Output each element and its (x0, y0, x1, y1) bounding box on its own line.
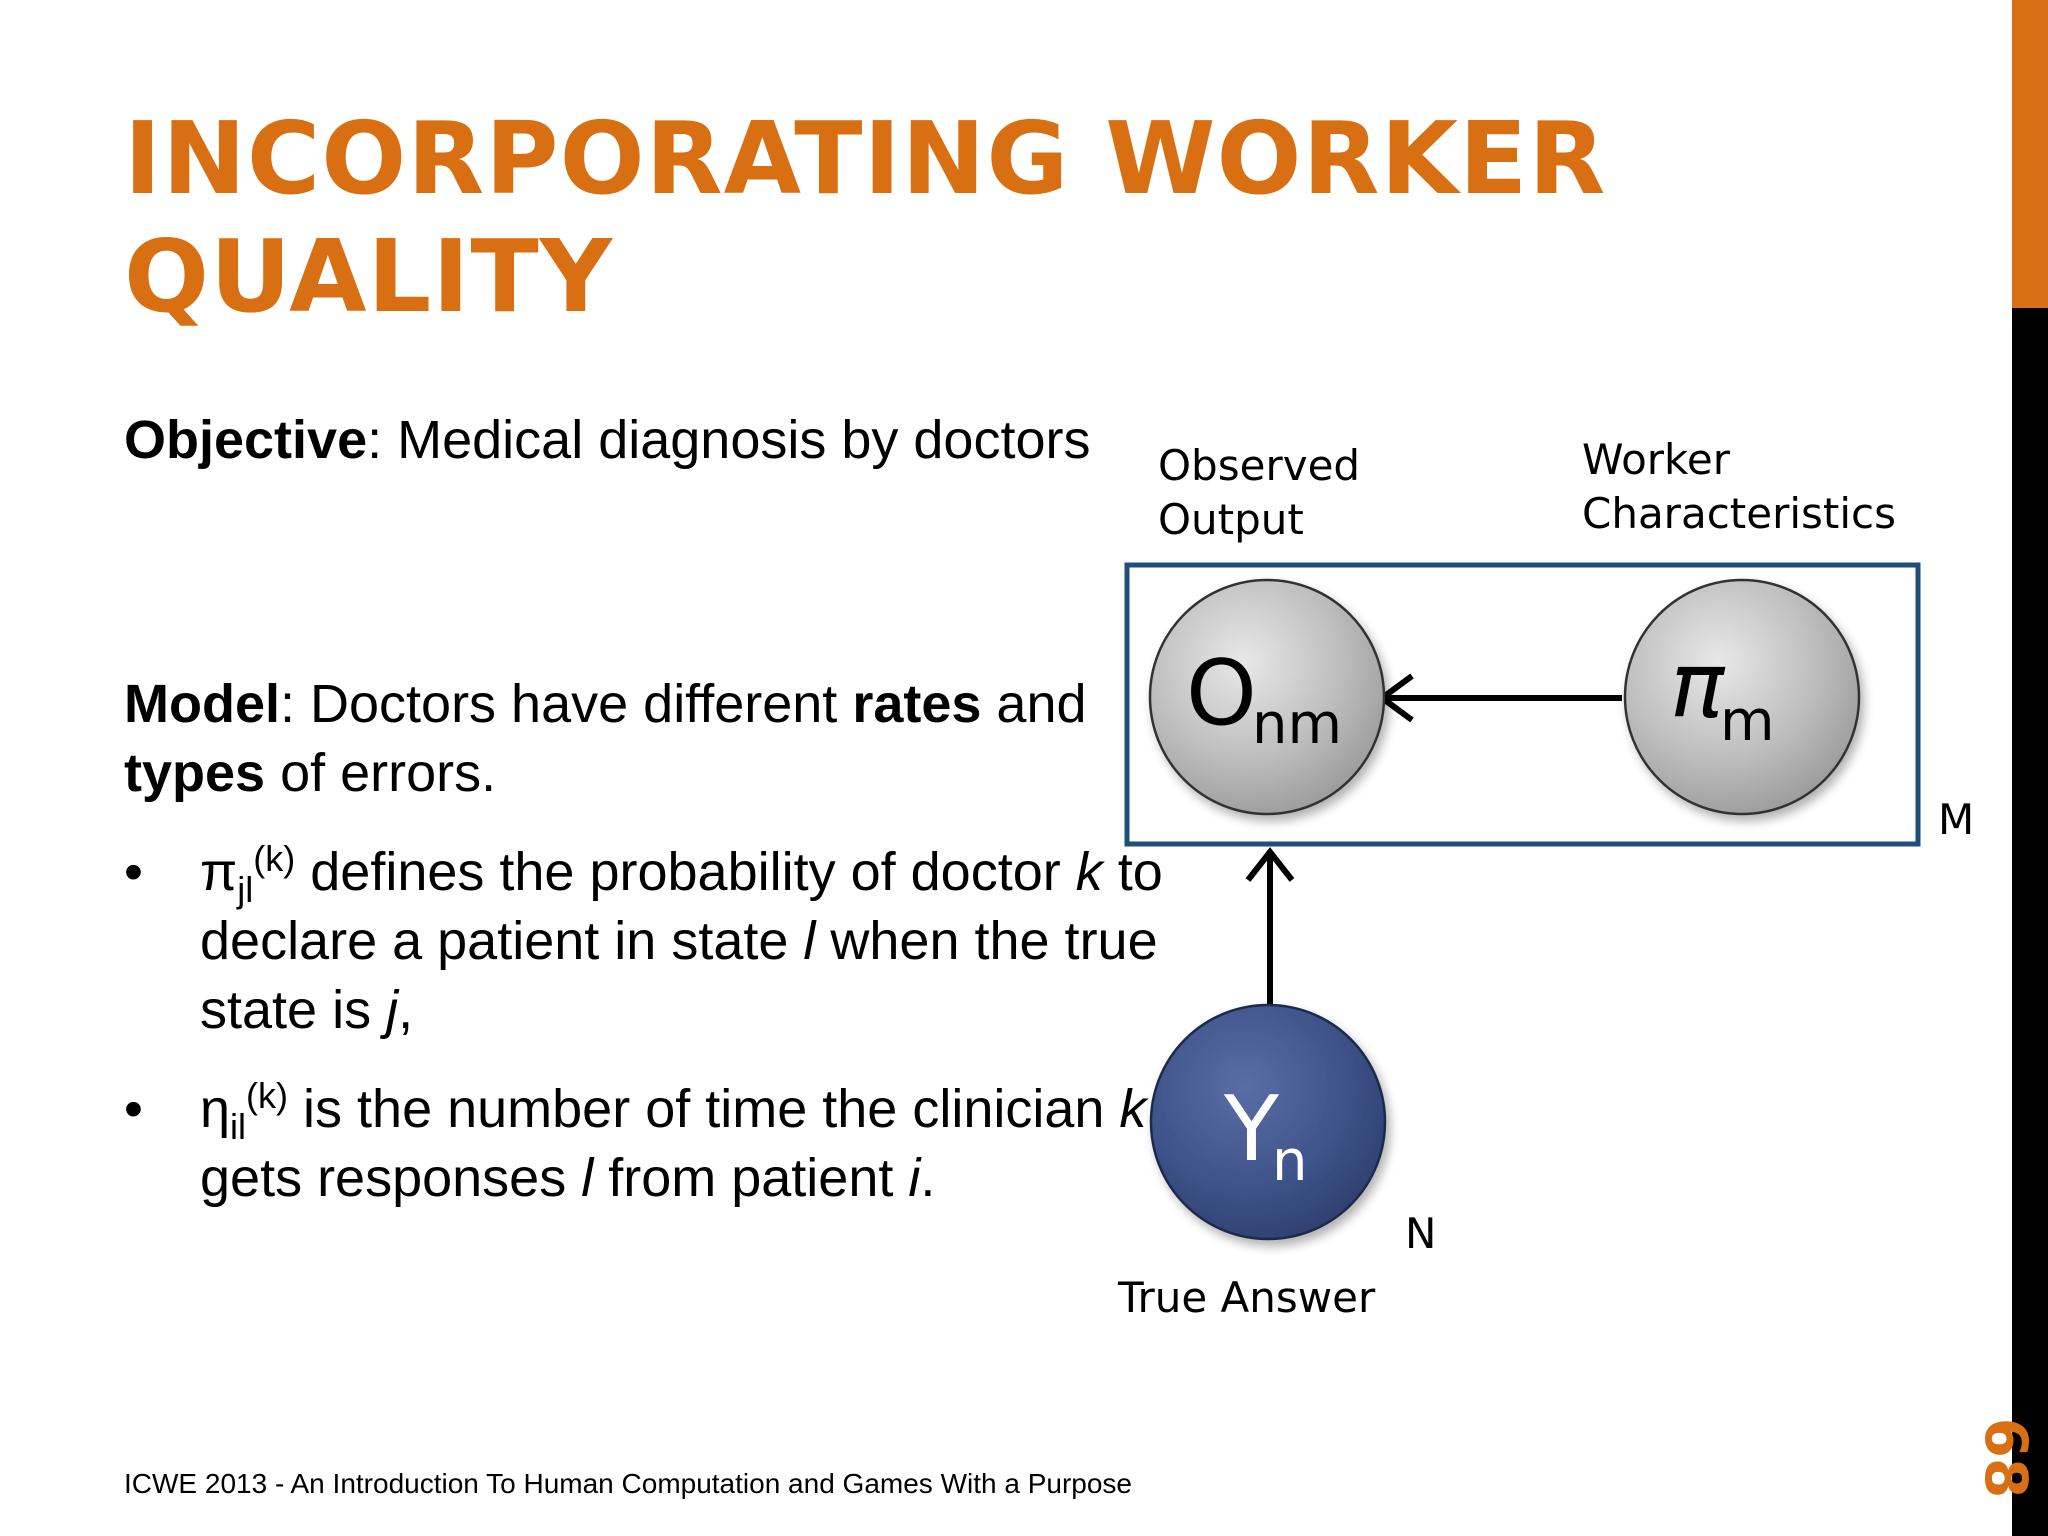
italic: k (1119, 1079, 1147, 1139)
symbol: π (200, 842, 238, 902)
superscript: (k) (253, 838, 296, 879)
text: , (398, 980, 414, 1040)
italic: j (386, 980, 399, 1040)
plate-m-label: M (1938, 795, 1975, 844)
text: gets responses (200, 1148, 582, 1208)
plate-n-label: N (1405, 1209, 1437, 1258)
page-number: 68 (1972, 1417, 2040, 1499)
title-line-2: QUALITY (124, 218, 614, 335)
bullet-marker: • (124, 842, 143, 902)
node-pi-m (1625, 580, 1859, 814)
text: is the number of time the clinician (288, 1079, 1120, 1139)
italic: i (908, 1148, 921, 1208)
model-text-3: of errors. (265, 743, 497, 803)
text: to declare a patient in state (200, 842, 1163, 971)
model-text-1: : Doctors have different (280, 674, 853, 734)
model-bold-types: types (124, 743, 266, 803)
bullet-marker: • (124, 1079, 143, 1139)
observed-output-label-2: Output (1158, 495, 1304, 544)
worker-characteristics-label-1: Worker (1582, 435, 1730, 484)
model-text-2: and (981, 674, 1087, 734)
title-line-1: INCORPORATING WORKER (124, 100, 1607, 217)
subscript: il (230, 1105, 247, 1147)
italic: l (581, 1148, 594, 1208)
symbol: η (200, 1079, 231, 1139)
objective-text: : Medical diagnosis by doctors (367, 410, 1091, 470)
node-y-sub: n (1272, 1129, 1308, 1194)
node-o-main: O (1186, 641, 1257, 746)
subscript: jl (237, 868, 254, 910)
true-answer-label: True Answer (1118, 1273, 1376, 1322)
footer-text: ICWE 2013 - An Introduction To Human Computation and Games With a Purpose (124, 1468, 1132, 1499)
node-o-nm (1150, 580, 1384, 814)
node-y-n (1151, 1005, 1385, 1239)
text: when the true state is (200, 911, 1158, 1040)
objective-label: Objective (124, 410, 368, 470)
italic: k (1075, 842, 1103, 902)
model-bold-rates: rates (852, 674, 982, 734)
text: defines the probability of doctor (295, 842, 1076, 902)
observed-output-label-1: Observed (1158, 441, 1361, 490)
worker-characteristics-label-2: Characteristics (1582, 489, 1897, 538)
italic: l (803, 911, 816, 971)
node-pi-sub: m (1720, 689, 1775, 754)
text: . (920, 1148, 936, 1208)
text: from patient (593, 1148, 909, 1208)
superscript: (k) (246, 1075, 289, 1116)
node-o-sub: nm (1252, 692, 1343, 757)
node-y-main: Y (1224, 1077, 1279, 1182)
node-pi-main: π (1670, 633, 1725, 738)
model-label: Model (124, 674, 280, 734)
